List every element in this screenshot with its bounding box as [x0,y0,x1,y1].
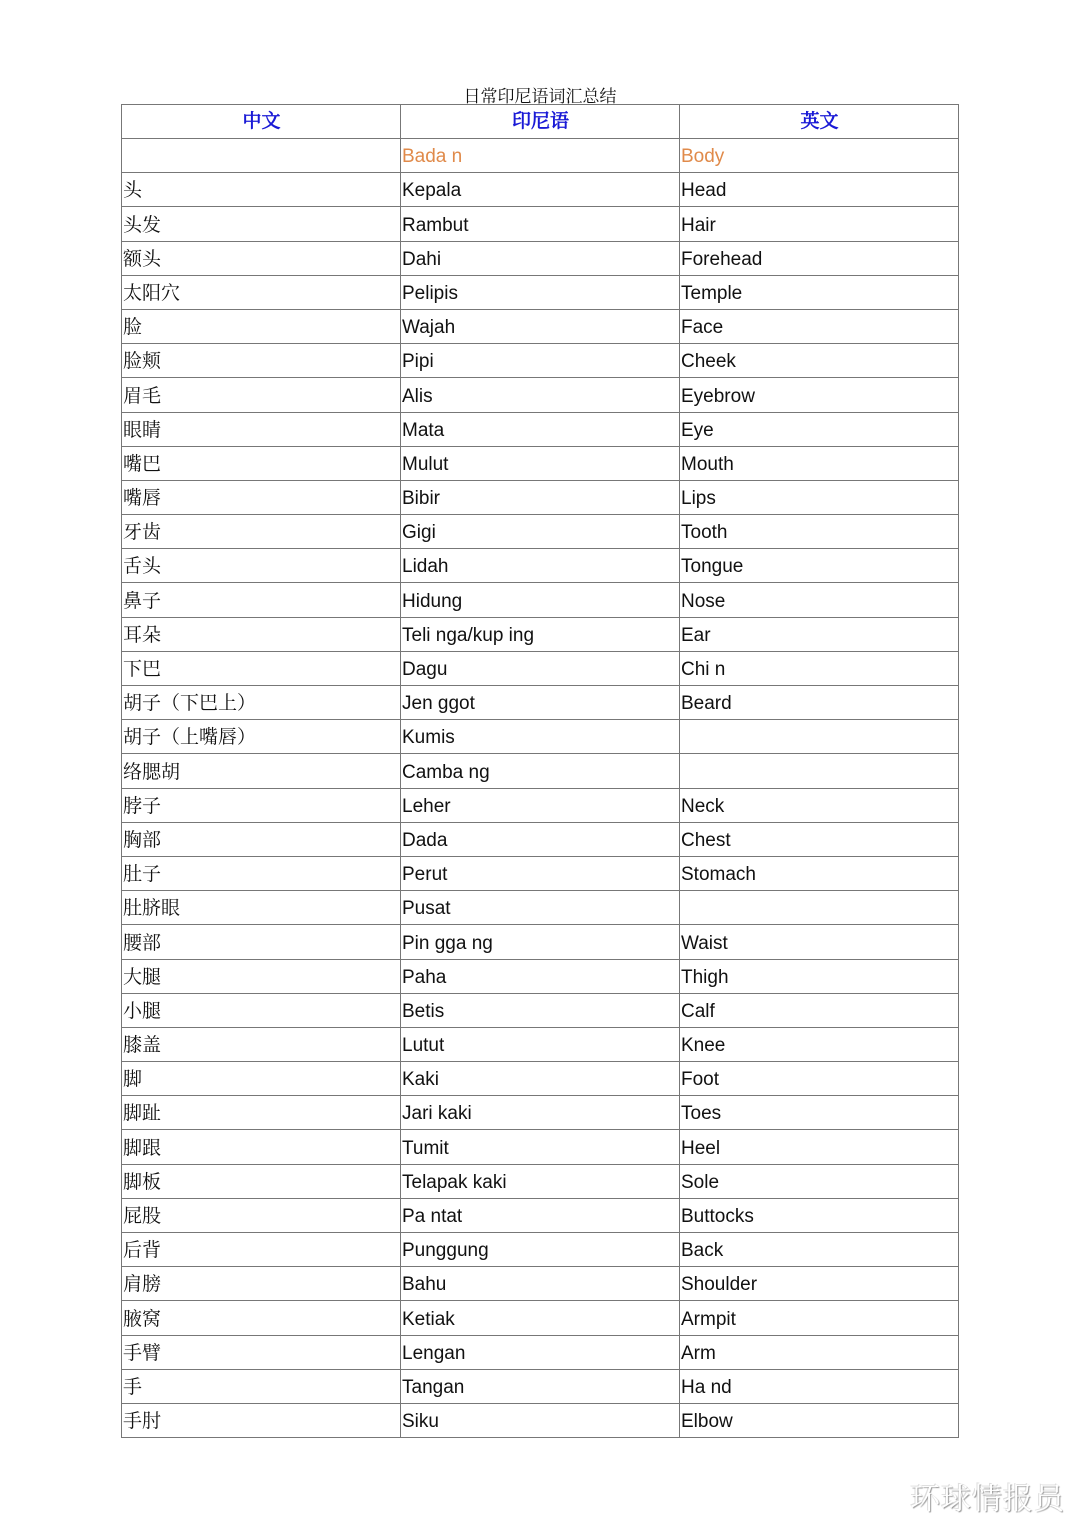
cell-indonesian: Betis [401,993,680,1027]
cell-chinese: 手臂 [122,1335,401,1369]
cell-indonesian: Ketiak [401,1301,680,1335]
cell-english: Beard [680,686,959,720]
table-row [122,617,959,651]
cell-indonesian: Pa ntat [401,1198,680,1232]
cell-indonesian: Hidung [401,583,680,617]
cell-english: Stomach [680,856,959,890]
cell-english: Toes [680,1096,959,1130]
cell-indonesian: Telapak kaki [401,1164,680,1198]
cell-english [680,720,959,754]
cell-chinese: 小腿 [122,993,401,1027]
table-row [122,1403,959,1437]
table-row [122,686,959,720]
cell-indonesian: Jari kaki [401,1096,680,1130]
watermark: 环球情报员 [910,1483,1065,1516]
table-row [122,1198,959,1232]
cell-chinese: 脚 [122,1062,401,1096]
cell-chinese: 肩膀 [122,1267,401,1301]
cell-chinese: 手肘 [122,1403,401,1437]
cell-indonesian: Jen ggot [401,686,680,720]
cell-indonesian: Rambut [401,207,680,241]
cell-indonesian: Pin gga ng [401,925,680,959]
table-row [122,173,959,207]
cell-english: Shoulder [680,1267,959,1301]
table-row [122,822,959,856]
cell-english: Waist [680,925,959,959]
table-row [122,651,959,685]
cell-english: Chest [680,822,959,856]
cell-english [680,754,959,788]
cell-chinese: 鼻子 [122,583,401,617]
cell-english: Ha nd [680,1369,959,1403]
cell-english: Elbow [680,1403,959,1437]
header-chinese: 中文 [122,105,401,139]
table-row [122,891,959,925]
cell-chinese: 嘴唇 [122,480,401,514]
header-english: 英文 [680,105,959,139]
table-row [122,788,959,822]
table-row [122,1267,959,1301]
cell-english: Lips [680,480,959,514]
cell-english: Tooth [680,515,959,549]
cell-english: Temple [680,275,959,309]
cell-indonesian: Kaki [401,1062,680,1096]
table-row [122,754,959,788]
cell-chinese: 屁股 [122,1198,401,1232]
cell-chinese: 肚子 [122,856,401,890]
cell-indonesian: Lengan [401,1335,680,1369]
cell-english: Mouth [680,446,959,480]
cell-indonesian: Lidah [401,549,680,583]
cell-indonesian: Paha [401,959,680,993]
cell-chinese: 脸 [122,309,401,343]
cell-chinese: 络腮胡 [122,754,401,788]
table-row [122,959,959,993]
table-row [122,1130,959,1164]
cell-indonesian: Leher [401,788,680,822]
table-row [122,993,959,1027]
cell-indonesian: Lutut [401,1027,680,1061]
table-row [122,480,959,514]
cell-english: Neck [680,788,959,822]
table-row [122,583,959,617]
cell-indonesian: Kepala [401,173,680,207]
cell-english [680,891,959,925]
cell-indonesian: Wajah [401,309,680,343]
cell-chinese: 头 [122,173,401,207]
table-row [122,446,959,480]
cell-indonesian: Tangan [401,1369,680,1403]
cell-chinese: 头发 [122,207,401,241]
table-row [122,856,959,890]
table-row [122,515,959,549]
table-row [122,1301,959,1335]
document-title: 日常印尼语词汇总结 [463,87,617,106]
cell-chinese: 太阳穴 [122,275,401,309]
cell-indonesian: Mulut [401,446,680,480]
header-row [122,105,959,139]
cell-indonesian: Dagu [401,651,680,685]
cell-chinese: 脚跟 [122,1130,401,1164]
cell-chinese: 后背 [122,1233,401,1267]
cell-indonesian: Dada [401,822,680,856]
cell-indonesian: Pelipis [401,275,680,309]
cell-indonesian: Bibir [401,480,680,514]
cell-chinese: 腰部 [122,925,401,959]
cell-chinese: 膝盖 [122,1027,401,1061]
cell-indonesian: Kumis [401,720,680,754]
cell-chinese: 肚脐眼 [122,891,401,925]
cell-indonesian: Pusat [401,891,680,925]
cell-chinese: 手 [122,1369,401,1403]
cell-english: Cheek [680,344,959,378]
table-row [122,1369,959,1403]
cell-chinese: 脚板 [122,1164,401,1198]
cell-english: Chi n [680,651,959,685]
table-row [122,1062,959,1096]
cell-english: Calf [680,993,959,1027]
table-row [122,275,959,309]
cell-chinese: 腋窝 [122,1301,401,1335]
section-chinese [122,139,401,173]
cell-english: Heel [680,1130,959,1164]
cell-english: Eye [680,412,959,446]
cell-indonesian: Perut [401,856,680,890]
cell-english: Sole [680,1164,959,1198]
cell-chinese: 舌头 [122,549,401,583]
cell-indonesian: Siku [401,1403,680,1437]
cell-chinese: 下巴 [122,651,401,685]
cell-indonesian: Teli nga/kup ing [401,617,680,651]
cell-chinese: 大腿 [122,959,401,993]
table-row [122,925,959,959]
cell-english: Knee [680,1027,959,1061]
vocabulary-table [121,104,959,1438]
cell-chinese: 牙齿 [122,515,401,549]
cell-english: Foot [680,1062,959,1096]
cell-english: Eyebrow [680,378,959,412]
table-row [122,720,959,754]
cell-chinese: 眼睛 [122,412,401,446]
cell-chinese: 耳朵 [122,617,401,651]
table-row [122,378,959,412]
section-indonesian: Bada n [401,139,680,173]
cell-english: Back [680,1233,959,1267]
cell-indonesian: Alis [401,378,680,412]
cell-chinese: 胡子（下巴上） [122,686,401,720]
cell-indonesian: Camba ng [401,754,680,788]
table-row [122,207,959,241]
cell-indonesian: Mata [401,412,680,446]
cell-indonesian: Bahu [401,1267,680,1301]
cell-indonesian: Tumit [401,1130,680,1164]
cell-indonesian: Punggung [401,1233,680,1267]
cell-chinese: 脖子 [122,788,401,822]
cell-chinese: 胡子（上嘴唇） [122,720,401,754]
cell-english: Forehead [680,241,959,275]
cell-chinese: 脸颊 [122,344,401,378]
cell-chinese: 眉毛 [122,378,401,412]
table-row [122,344,959,378]
table-row [122,1335,959,1369]
table-row [122,412,959,446]
cell-english: Buttocks [680,1198,959,1232]
section-english: Body [680,139,959,173]
cell-english: Thigh [680,959,959,993]
cell-english: Tongue [680,549,959,583]
cell-english: Arm [680,1335,959,1369]
cell-chinese: 额头 [122,241,401,275]
table-row [122,1164,959,1198]
table-row [122,1233,959,1267]
cell-english: Ear [680,617,959,651]
table-row [122,309,959,343]
table-row [122,241,959,275]
cell-indonesian: Pipi [401,344,680,378]
cell-english: Armpit [680,1301,959,1335]
table-row [122,1027,959,1061]
cell-english: Head [680,173,959,207]
cell-english: Nose [680,583,959,617]
header-indonesian: 印尼语 [401,105,680,139]
cell-chinese: 嘴巴 [122,446,401,480]
cell-chinese: 胸部 [122,822,401,856]
cell-english: Face [680,309,959,343]
section-row [122,139,959,173]
cell-indonesian: Gigi [401,515,680,549]
cell-chinese: 脚趾 [122,1096,401,1130]
cell-english: Hair [680,207,959,241]
cell-indonesian: Dahi [401,241,680,275]
table-row [122,549,959,583]
table-row [122,1096,959,1130]
